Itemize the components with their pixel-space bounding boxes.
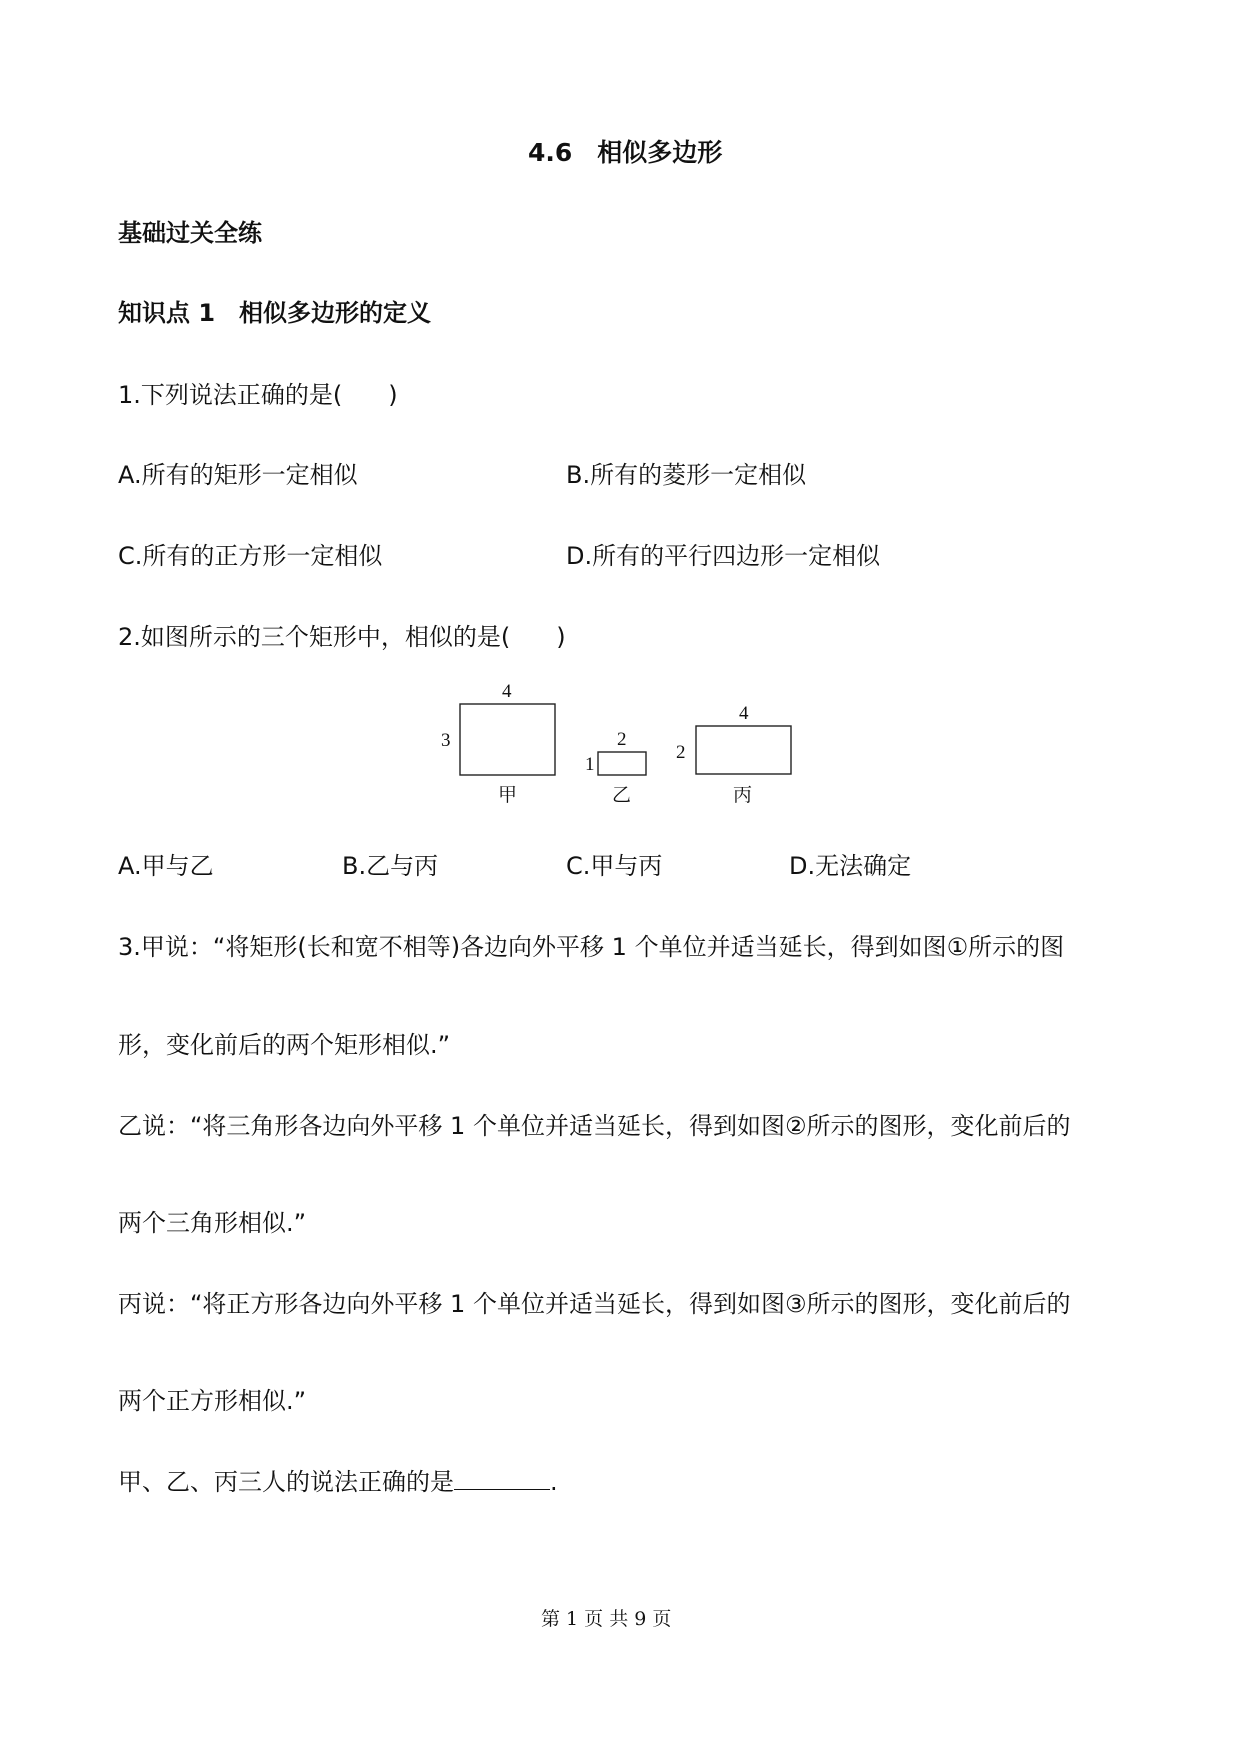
page-title: 4.6 相似多边形 (528, 138, 723, 167)
rect-yi-name: 乙 (612, 784, 632, 806)
q2-option-a: A.甲与乙 (118, 852, 214, 880)
q3-line-5: 丙说：“将正方形各边向外平移 1 个单位并适当延长，得到如图③所示的图形，变化前后的 (118, 1290, 1071, 1318)
q3-question-period: . (550, 1468, 558, 1496)
q1-option-b: B.所有的菱形一定相似 (566, 461, 807, 489)
rect-yi (598, 752, 646, 775)
q2-rectangles-figure (430, 676, 810, 816)
q3-line-6: 两个正方形相似.” (118, 1387, 307, 1415)
section-heading: 基础过关全练 (118, 219, 262, 247)
rect-bing-top-label: 4 (739, 703, 749, 724)
q1-stem-text: 1.下列说法正确的是( (118, 381, 343, 409)
q2-option-b: B.乙与丙 (342, 852, 439, 880)
q3-line-2: 形，变化前后的两个矩形相似.” (118, 1031, 451, 1059)
rect-bing (696, 726, 791, 774)
q2-stem-text: 2.如图所示的三个矩形中，相似的是( (118, 623, 511, 651)
q3-answer-blank (454, 1467, 550, 1490)
q3-question-text: 甲、乙、丙三人的说法正确的是 (118, 1468, 454, 1496)
rect-jia-top-label: 4 (502, 681, 512, 702)
q1-stem (118, 380, 398, 410)
knowledge-point-heading: 知识点 1 相似多边形的定义 (118, 299, 432, 327)
q1-stem-close: ) (388, 381, 398, 409)
q3-line-4: 两个三角形相似.” (118, 1209, 307, 1237)
q2-option-d: D.无法确定 (789, 852, 912, 880)
q2-stem (118, 622, 566, 652)
rect-jia (460, 704, 555, 775)
q2-option-c: C.甲与丙 (566, 852, 663, 880)
q3-question (118, 1467, 558, 1497)
q3-line-3: 乙说：“将三角形各边向外平移 1 个单位并适当延长，得到如图②所示的图形，变化前后的 (118, 1112, 1071, 1140)
rect-bing-name: 丙 (733, 784, 753, 806)
rect-jia-name: 甲 (498, 784, 518, 806)
q3-line-1: 3.甲说：“将矩形(长和宽不相等)各边向外平移 1 个单位并适当延长，得到如图①所示的图 (118, 933, 1065, 961)
page-footer: 第 1 页 共 9 页 (541, 1608, 672, 1630)
rect-bing-left-label: 2 (676, 742, 686, 763)
rect-jia-left-label: 3 (441, 730, 451, 751)
q2-stem-close: ) (556, 623, 566, 651)
q1-option-c: C.所有的正方形一定相似 (118, 542, 383, 570)
q1-option-d: D.所有的平行四边形一定相似 (566, 542, 881, 570)
rect-yi-top-label: 2 (617, 729, 627, 750)
q1-option-a: A.所有的矩形一定相似 (118, 461, 358, 489)
rect-yi-left-label: 1 (585, 754, 595, 775)
